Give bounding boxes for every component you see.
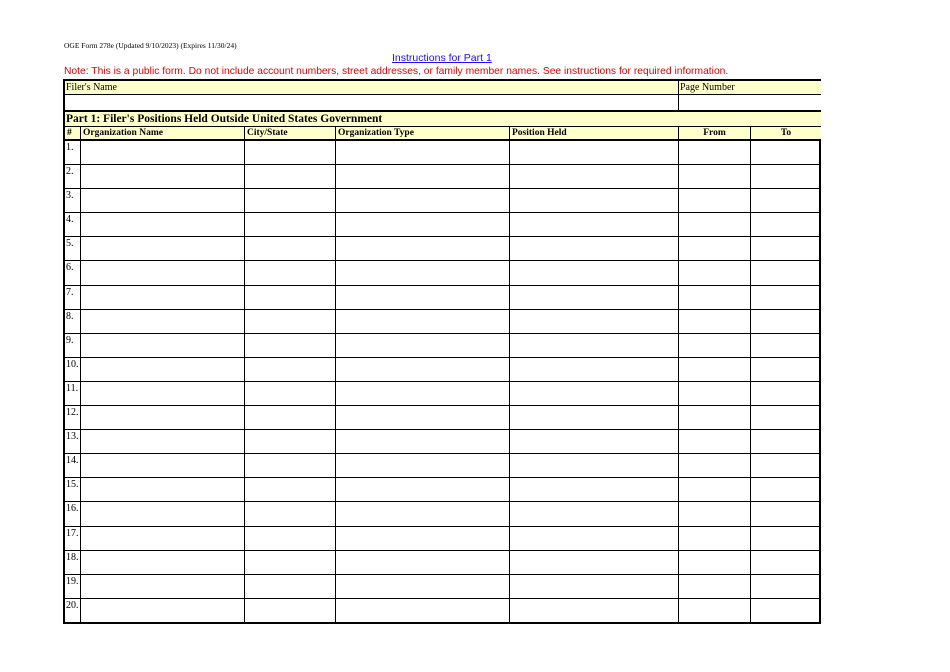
city-state-cell[interactable]	[245, 213, 336, 236]
organization-name-cell[interactable]	[81, 310, 245, 333]
column-header-organization-type: Organization Type	[336, 127, 510, 141]
row-number: 13.	[65, 430, 81, 453]
to-date-cell[interactable]	[751, 310, 821, 333]
table-row	[65, 237, 821, 261]
to-date-cell[interactable]	[751, 430, 821, 453]
from-date-cell[interactable]	[679, 310, 751, 333]
organization-name-cell[interactable]	[81, 575, 245, 598]
column-header-position-held: Position Held	[510, 127, 679, 141]
row-number: 8.	[65, 310, 81, 333]
organization-name-cell[interactable]	[81, 213, 245, 236]
from-date-cell[interactable]	[679, 430, 751, 453]
organization-type-cell[interactable]	[336, 502, 510, 525]
to-date-cell[interactable]	[751, 551, 821, 574]
organization-name-cell[interactable]	[81, 527, 245, 550]
table-row	[65, 189, 821, 213]
position-held-cell[interactable]	[510, 599, 679, 623]
row-number: 14.	[65, 454, 81, 477]
row-number: 20.	[65, 599, 81, 623]
position-held-cell[interactable]	[510, 527, 679, 550]
city-state-cell[interactable]	[245, 261, 336, 284]
position-held-cell[interactable]	[510, 430, 679, 453]
to-date-cell[interactable]	[751, 502, 821, 525]
organization-name-cell[interactable]	[81, 551, 245, 574]
organization-name-cell[interactable]	[81, 382, 245, 405]
from-date-cell[interactable]	[679, 406, 751, 429]
organization-name-cell[interactable]	[81, 189, 245, 212]
public-form-note: Note: This is a public form. Do not include account numbers, street addresses, or family member names. See instructions for required information.	[64, 66, 729, 77]
organization-type-cell[interactable]	[336, 478, 510, 501]
column-header-organization-name: Organization Name	[81, 127, 245, 141]
city-state-cell[interactable]	[245, 551, 336, 574]
organization-name-cell[interactable]	[81, 478, 245, 501]
organization-name-cell[interactable]	[81, 141, 245, 164]
organization-type-cell[interactable]	[336, 599, 510, 623]
table-row	[65, 527, 821, 551]
organization-type-cell[interactable]	[336, 575, 510, 598]
organization-name-cell[interactable]	[81, 599, 245, 623]
column-header-from: From	[679, 127, 751, 141]
organization-type-cell[interactable]	[336, 430, 510, 453]
row-number: 12.	[65, 406, 81, 429]
city-state-cell[interactable]	[245, 286, 336, 309]
city-state-cell[interactable]	[245, 165, 336, 188]
organization-name-cell[interactable]	[81, 430, 245, 453]
from-date-cell[interactable]	[679, 334, 751, 357]
row-number: 15.	[65, 478, 81, 501]
city-state-cell[interactable]	[245, 430, 336, 453]
organization-type-cell[interactable]	[336, 213, 510, 236]
page-number-field[interactable]	[679, 95, 821, 110]
to-date-cell[interactable]	[751, 478, 821, 501]
to-date-cell[interactable]	[751, 189, 821, 212]
column-header-to: To	[751, 127, 821, 141]
part-1-title: Part 1: Filer's Positions Held Outside United States Government	[65, 110, 821, 127]
organization-type-cell[interactable]	[336, 334, 510, 357]
table-row	[65, 575, 821, 599]
from-date-cell[interactable]	[679, 454, 751, 477]
to-date-cell[interactable]	[751, 261, 821, 284]
row-number: 11.	[65, 382, 81, 405]
organization-type-cell[interactable]	[336, 406, 510, 429]
table-row	[65, 358, 821, 382]
city-state-cell[interactable]	[245, 310, 336, 333]
organization-type-cell[interactable]	[336, 382, 510, 405]
position-held-cell[interactable]	[510, 261, 679, 284]
positions-table-body	[65, 141, 821, 623]
to-date-cell[interactable]	[751, 527, 821, 550]
position-held-cell[interactable]	[510, 502, 679, 525]
organization-type-cell[interactable]	[336, 189, 510, 212]
table-row	[65, 406, 821, 430]
organization-name-cell[interactable]	[81, 165, 245, 188]
organization-name-cell[interactable]	[81, 286, 245, 309]
table-row	[65, 286, 821, 310]
position-held-cell[interactable]	[510, 382, 679, 405]
table-row	[65, 551, 821, 575]
table-row	[65, 502, 821, 526]
to-date-cell[interactable]	[751, 382, 821, 405]
to-date-cell[interactable]	[751, 165, 821, 188]
table-row	[65, 382, 821, 406]
from-date-cell[interactable]	[679, 165, 751, 188]
from-date-cell[interactable]	[679, 286, 751, 309]
city-state-cell[interactable]	[245, 478, 336, 501]
row-number: 3.	[65, 189, 81, 212]
row-number: 1.	[65, 141, 81, 164]
position-held-cell[interactable]	[510, 454, 679, 477]
from-date-cell[interactable]	[679, 261, 751, 284]
city-state-cell[interactable]	[245, 382, 336, 405]
organization-type-cell[interactable]	[336, 454, 510, 477]
row-number: 19.	[65, 575, 81, 598]
to-date-cell[interactable]	[751, 358, 821, 381]
position-held-cell[interactable]	[510, 165, 679, 188]
city-state-cell[interactable]	[245, 502, 336, 525]
city-state-cell[interactable]	[245, 237, 336, 260]
position-held-cell[interactable]	[510, 310, 679, 333]
position-held-cell[interactable]	[510, 575, 679, 598]
from-date-cell[interactable]	[679, 382, 751, 405]
position-held-cell[interactable]	[510, 286, 679, 309]
table-row	[65, 213, 821, 237]
organization-type-cell[interactable]	[336, 286, 510, 309]
row-number: 9.	[65, 334, 81, 357]
from-date-cell[interactable]	[679, 551, 751, 574]
from-date-cell[interactable]	[679, 599, 751, 623]
organization-name-cell[interactable]	[81, 334, 245, 357]
organization-type-cell[interactable]	[336, 237, 510, 260]
city-state-cell[interactable]	[245, 527, 336, 550]
row-number: 5.	[65, 237, 81, 260]
city-state-cell[interactable]	[245, 141, 336, 164]
organization-type-cell[interactable]	[336, 261, 510, 284]
position-held-cell[interactable]	[510, 141, 679, 164]
to-date-cell[interactable]	[751, 286, 821, 309]
position-held-cell[interactable]	[510, 478, 679, 501]
to-date-cell[interactable]	[751, 575, 821, 598]
city-state-cell[interactable]	[245, 575, 336, 598]
table-row	[65, 261, 821, 285]
organization-name-cell[interactable]	[81, 261, 245, 284]
table-row	[65, 310, 821, 334]
organization-name-cell[interactable]	[81, 358, 245, 381]
table-row	[65, 454, 821, 478]
table-row	[65, 165, 821, 189]
organization-name-cell[interactable]	[81, 237, 245, 260]
organization-name-cell[interactable]	[81, 406, 245, 429]
to-date-cell[interactable]	[751, 454, 821, 477]
table-row	[65, 141, 821, 165]
position-held-cell[interactable]	[510, 334, 679, 357]
table-row	[65, 334, 821, 358]
city-state-cell[interactable]	[245, 358, 336, 381]
organization-name-cell[interactable]	[81, 454, 245, 477]
filer-name-field[interactable]	[65, 95, 679, 110]
to-date-cell[interactable]	[751, 406, 821, 429]
page-number-label: Page Number	[679, 81, 821, 95]
organization-type-cell[interactable]	[336, 527, 510, 550]
position-held-cell[interactable]	[510, 551, 679, 574]
row-number: 16.	[65, 502, 81, 525]
position-held-cell[interactable]	[510, 406, 679, 429]
from-date-cell[interactable]	[679, 575, 751, 598]
city-state-cell[interactable]	[245, 454, 336, 477]
from-date-cell[interactable]	[679, 237, 751, 260]
column-header-number: #	[65, 127, 81, 141]
row-number: 17.	[65, 527, 81, 550]
row-number: 7.	[65, 286, 81, 309]
organization-type-cell[interactable]	[336, 165, 510, 188]
organization-type-cell[interactable]	[336, 551, 510, 574]
organization-type-cell[interactable]	[336, 358, 510, 381]
position-held-cell[interactable]	[510, 358, 679, 381]
to-date-cell[interactable]	[751, 213, 821, 236]
to-date-cell[interactable]	[751, 237, 821, 260]
row-number: 4.	[65, 213, 81, 236]
to-date-cell[interactable]	[751, 334, 821, 357]
from-date-cell[interactable]	[679, 189, 751, 212]
city-state-cell[interactable]	[245, 334, 336, 357]
position-held-cell[interactable]	[510, 213, 679, 236]
table-row	[65, 430, 821, 454]
from-date-cell[interactable]	[679, 502, 751, 525]
position-held-cell[interactable]	[510, 237, 679, 260]
city-state-cell[interactable]	[245, 599, 336, 623]
form-sheet	[63, 79, 821, 624]
filer-name-label: Filer's Name	[65, 81, 679, 95]
organization-type-cell[interactable]	[336, 310, 510, 333]
row-number: 10.	[65, 358, 81, 381]
from-date-cell[interactable]	[679, 358, 751, 381]
table-row	[65, 599, 821, 623]
city-state-cell[interactable]	[245, 189, 336, 212]
organization-name-cell[interactable]	[81, 502, 245, 525]
row-number: 18.	[65, 551, 81, 574]
to-date-cell[interactable]	[751, 141, 821, 164]
from-date-cell[interactable]	[679, 527, 751, 550]
from-date-cell[interactable]	[679, 478, 751, 501]
from-date-cell[interactable]	[679, 141, 751, 164]
position-held-cell[interactable]	[510, 189, 679, 212]
from-date-cell[interactable]	[679, 213, 751, 236]
organization-type-cell[interactable]	[336, 141, 510, 164]
column-header-city-state: City/State	[245, 127, 336, 141]
form-identifier: OGE Form 278e (Updated 9/10/2023) (Expires 11/30/24)	[64, 41, 237, 50]
row-number: 6.	[65, 261, 81, 284]
instructions-link[interactable]: Instructions for Part 1	[392, 52, 492, 64]
to-date-cell[interactable]	[751, 599, 821, 623]
table-row	[65, 478, 821, 502]
row-number: 2.	[65, 165, 81, 188]
city-state-cell[interactable]	[245, 406, 336, 429]
